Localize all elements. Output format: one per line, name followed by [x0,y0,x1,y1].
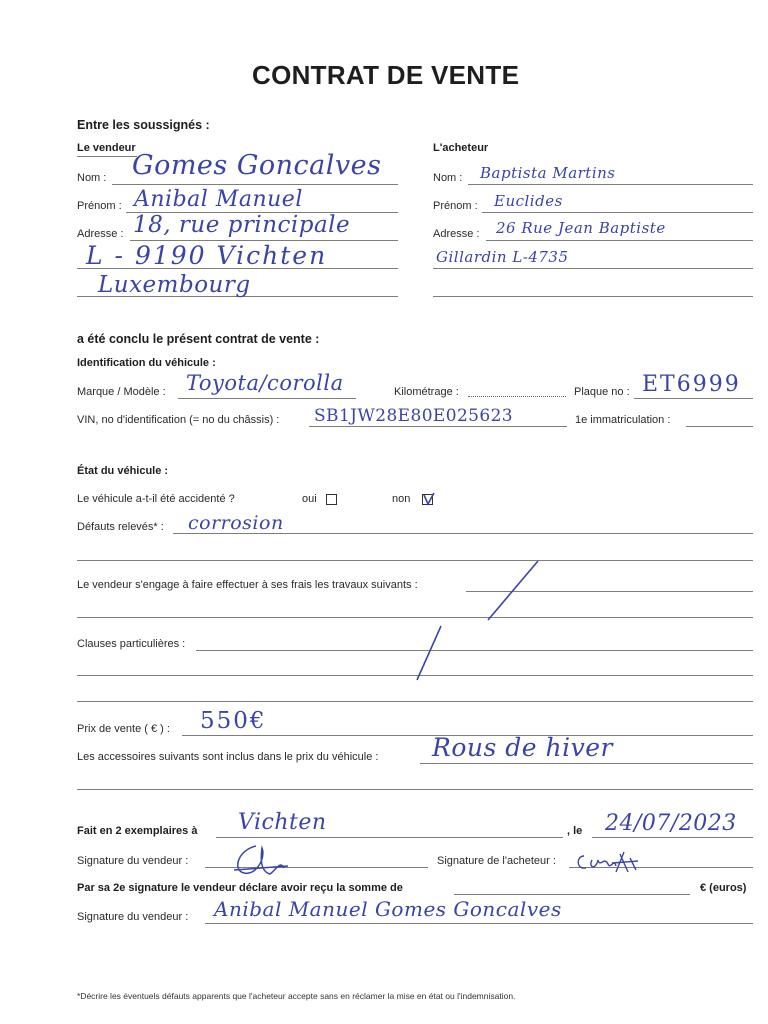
prix-field[interactable]: 550€ [200,708,267,734]
footnote: *Décrire les éventuels défauts apparents que l'acheteur accepte sans en réclamer la mise en état ou l'indemnisation. [77,991,516,1001]
le-label: , le [567,825,583,837]
seller-nom-label: Nom : [77,172,107,184]
receipt-label: Par sa 2e signature le vendeur déclare avoir reçu la somme de [77,882,403,894]
defauts-field[interactable]: corrosion [188,512,284,534]
travaux-label: Le vendeur s'engage à faire effectuer à ses frais les travaux suivants : [77,579,418,591]
strike-mark-travaux [470,558,550,628]
oui-checkbox[interactable] [326,494,337,505]
seller-adresse-line2[interactable]: L - 9190 Vichten [86,241,328,270]
accessoires-field[interactable]: Rous de hiver [432,733,613,762]
non-label: non [392,493,411,505]
seller-adresse-line1[interactable]: 18, rue principale [133,212,351,238]
seller-signature-label: Signature du vendeur : [77,855,189,867]
state-heading: État du véhicule : [77,465,169,477]
defauts-label: Défauts relevés* : [77,521,164,533]
buyer-nom-label: Nom : [433,172,463,184]
buyer-nom-field[interactable]: Baptista Martins [480,164,616,182]
seller-adresse-label: Adresse : [77,228,124,240]
seller-signature2-label: Signature du vendeur : [77,911,189,923]
seller-nom-field[interactable]: Gomes Goncalves [132,150,382,181]
clauses-label: Clauses particulières : [77,638,186,650]
plaque-field[interactable]: ET6999 [642,372,741,397]
buyer-adresse-line2[interactable]: Gillardin L-4735 [436,248,569,266]
seller-signature[interactable] [226,840,296,880]
seller-heading: Le vendeur [77,142,136,154]
marque-label: Marque / Modèle : [77,386,166,398]
date-field[interactable]: 24/07/2023 [605,811,737,836]
parties-heading: Entre les soussignés : [77,118,210,132]
accessoires-label: Les accessoires suivants sont inclus dans le prix du véhicule : [77,751,379,763]
buyer-adresse-label: Adresse : [433,228,480,240]
buyer-signature[interactable] [572,846,652,876]
receipt-unit: € (euros) [700,882,747,894]
accident-question: Le véhicule a-t-il été accidenté ? [77,493,235,505]
seller-adresse-line3[interactable]: Luxembourg [98,272,251,298]
buyer-heading: L'acheteur [433,142,489,154]
marque-field[interactable]: Toyota/corolla [186,371,344,395]
vin-field[interactable]: SB1JW28E80E025623 [314,406,514,426]
km-label: Kilométrage : [394,386,459,398]
seller-prenom-label: Prénom : [77,200,122,212]
immat-field[interactable] [686,426,753,427]
vin-label: VIN, no d'identification (= no du châssis) : [77,414,280,426]
page-title: CONTRAT DE VENTE [252,60,520,90]
oui-label: oui [302,493,317,505]
buyer-adresse-line1[interactable]: 26 Rue Jean Baptiste [496,219,666,237]
check-mark-icon [422,492,436,506]
non-checkbox[interactable] [422,494,433,505]
seller-prenom-field[interactable]: Anibal Manuel [134,187,303,212]
immat-label: 1e immatriculation : [575,414,671,426]
seller-signature2-field[interactable]: Anibal Manuel Gomes Goncalves [214,897,562,921]
plaque-label: Plaque no : [574,386,630,398]
fait-field[interactable]: Vichten [238,810,327,835]
contract-heading: a été conclu le présent contrat de vente : [77,332,320,346]
receipt-amount-field[interactable] [454,894,690,895]
buyer-signature-label: Signature de l'acheteur : [437,855,556,867]
vehicle-heading: Identification du véhicule : [77,357,216,369]
strike-mark-clauses [405,618,455,688]
prix-label: Prix de vente ( € ) : [77,723,170,735]
km-field[interactable] [468,396,566,397]
buyer-prenom-label: Prénom : [433,200,478,212]
buyer-prenom-field[interactable]: Euclides [494,192,563,210]
fait-label: Fait en 2 exemplaires à [77,825,198,837]
